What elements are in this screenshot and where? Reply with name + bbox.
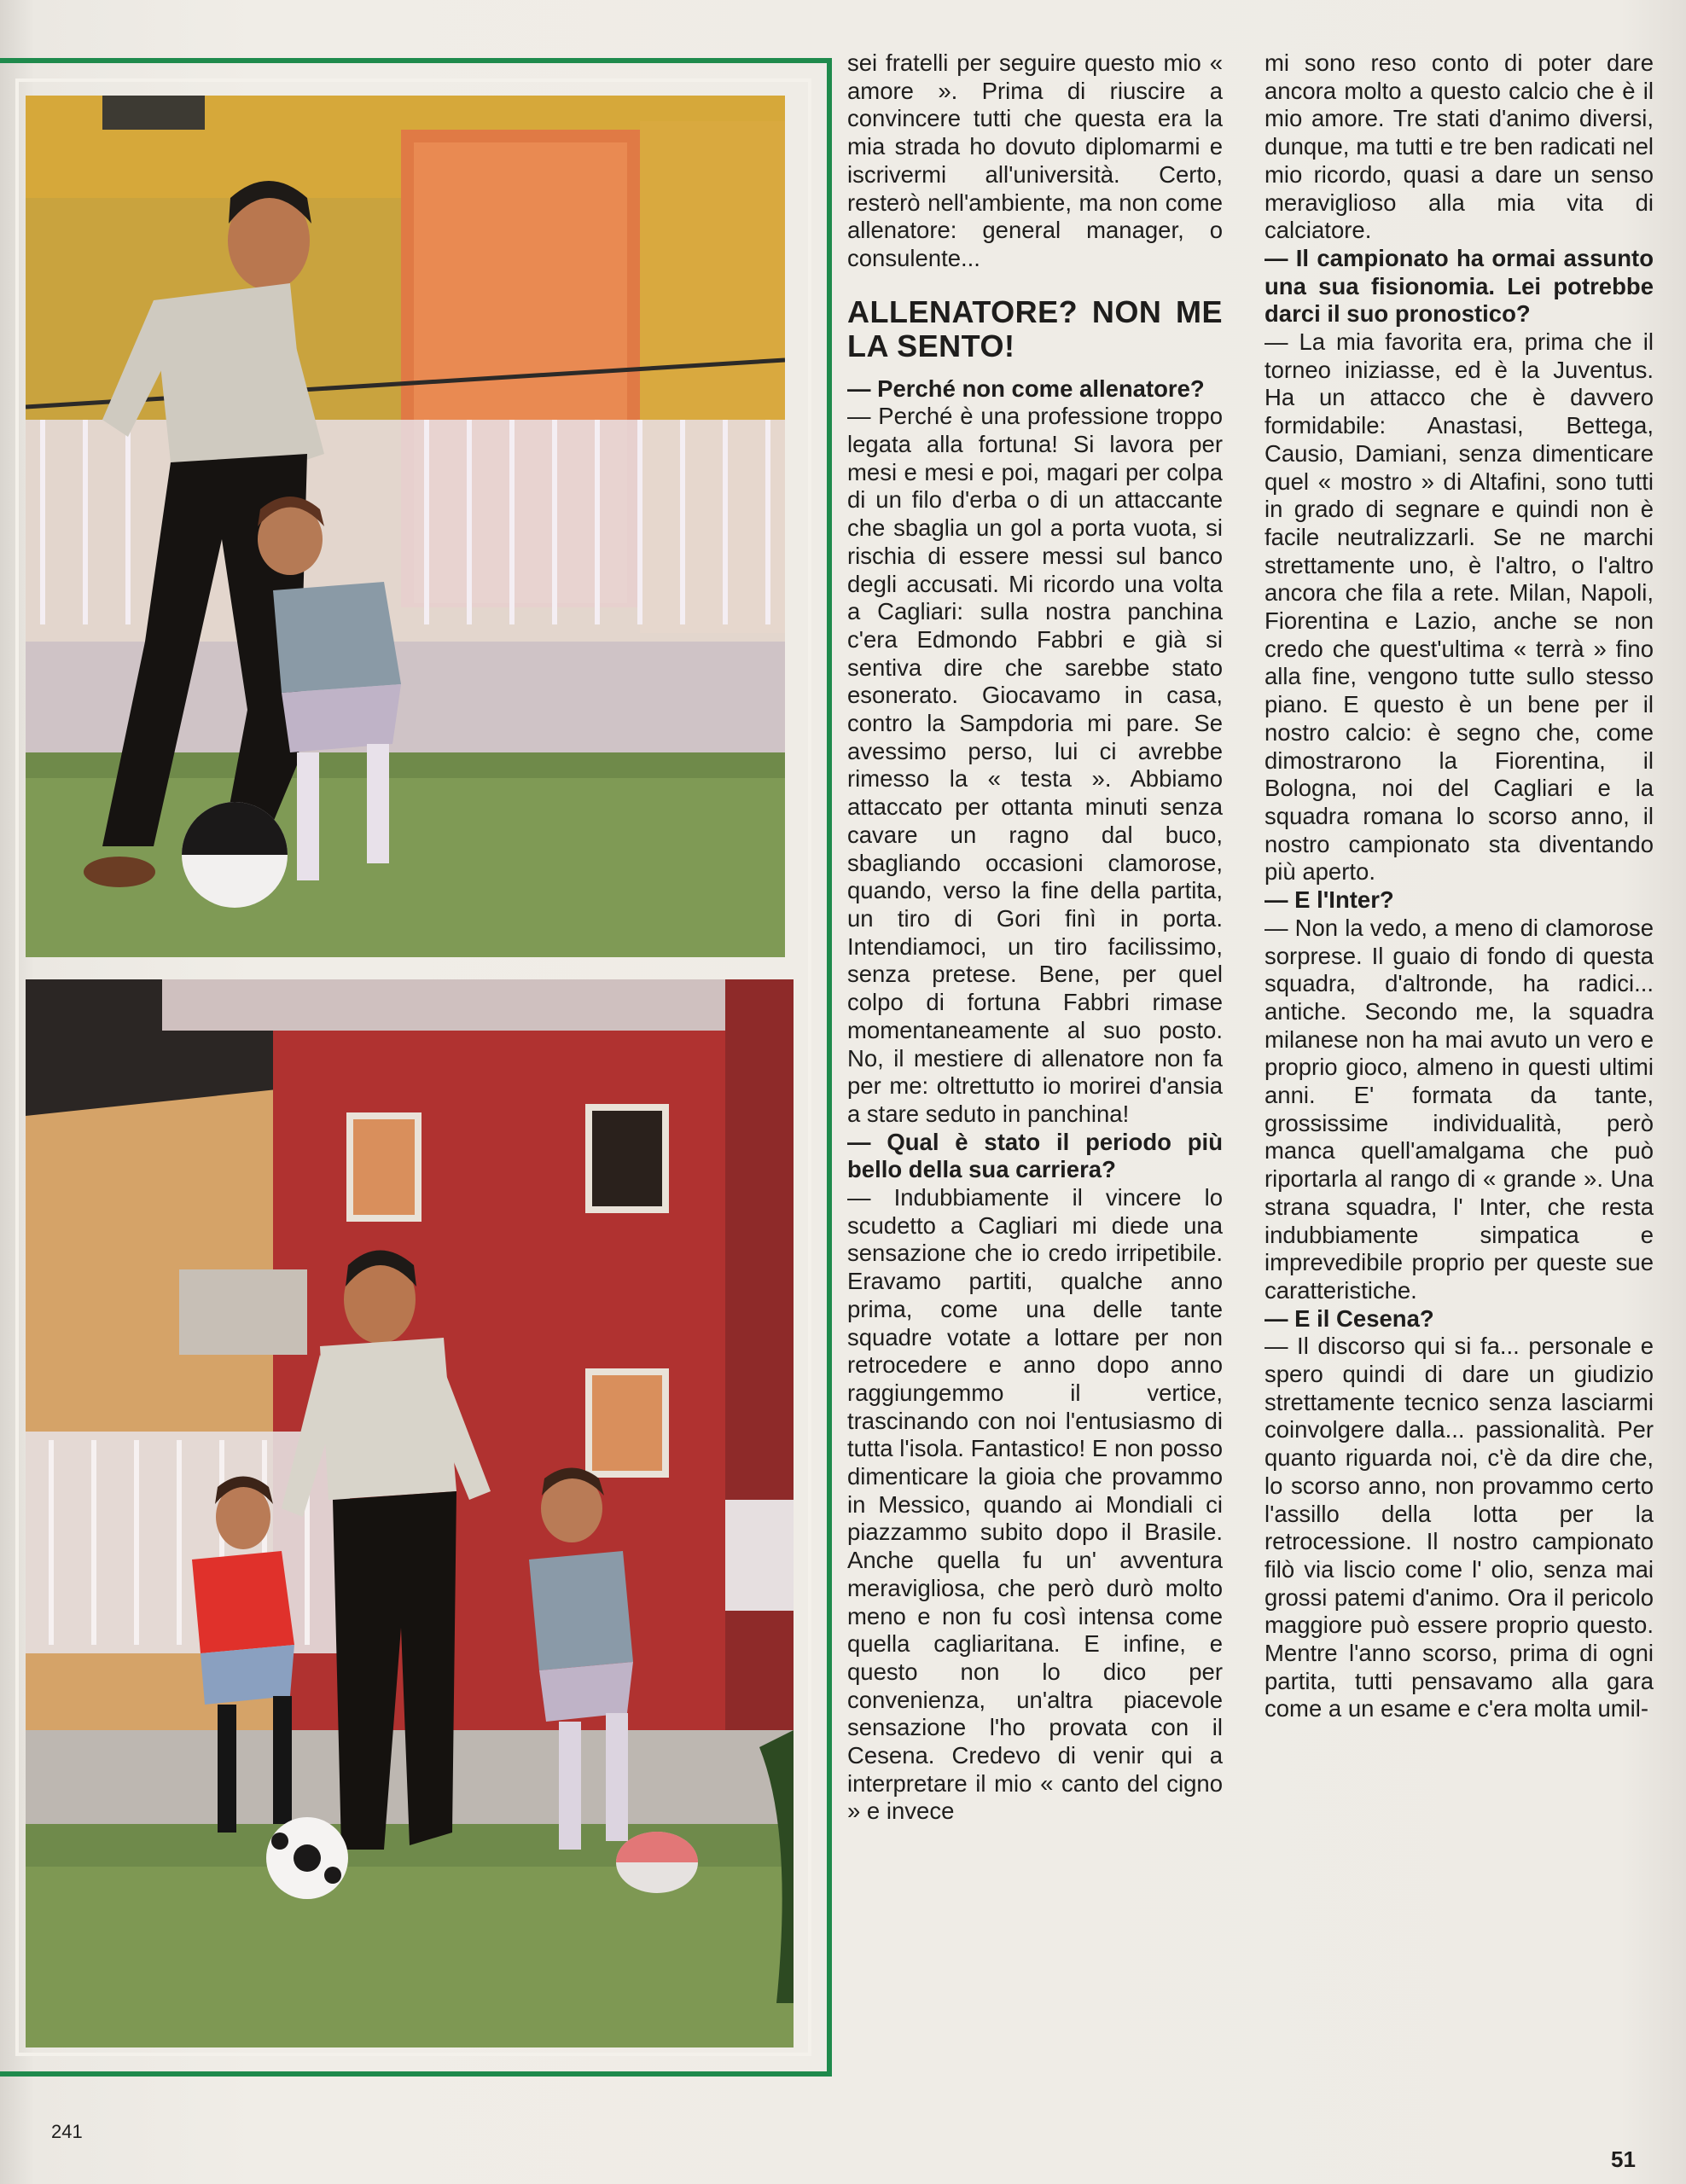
paragraph: sei fratelli per seguire questo mio « amore ». Prima di riuscire a convincere tutti che questa era la mia strada ho dovuto diplomarmi e iscrivermi all'università. Certo, resterò nell'ambiente, ma non come allenatore: general manager, o consulente... <box>847 49 1223 271</box>
interview-question: — Qual è stato il periodo più bello della sua carriera? <box>847 1128 1223 1183</box>
page-number: 51 <box>1611 2146 1636 2172</box>
photo-man-with-child-playing-football <box>26 96 785 957</box>
interview-question: — E il Cesena? <box>1264 1304 1434 1332</box>
paragraph: — Non la vedo, a meno di clamorose sorprese. Il guaio di fondo di questa squadra, d'altronde, ha radici... antiche. Secondo me, la squadra milanese non ha mai avuto un vero e proprio gioco, almeno in questi ultimi anni. E' formata da tante, grossissime individualità, però manca quell'amalgama che può riportarla al rango di « grande ». Una strana squadra, l' Inter, che resta indubbiamente simpatica e imprevedibile proprio per queste sue caratteristiche. <box>1264 914 1654 1304</box>
interview-question: — E l'Inter? <box>1264 886 1394 914</box>
paragraph: — Indubbiamente il vincere lo scudetto a Cagliari mi diede una sensazione che io credo irripetibile. Eravamo partiti, qualche anno prima, come una delle tante squadre votate a lottare per non retrocedere e anno dopo anno raggiungemmo il vertice, trascinando con noi l'entusiasmo di tutta l'isola. Fantastico! E non posso dimenticare la gioia che provammo in Messico, quando ai Mondiali ci piazzammo subito dopo il Brasile. Anche quella fu un' avventura meravigliosa, che però durò molto meno e non fu così intensa come quella cagliaritana. E infine, e questo non lo dico per convenienza, un'altra piacevole sensazione l'ho provata con il Cesena. Credevo di venir qui a interpretare il mio « canto del cigno » e invece <box>847 1184 1223 1825</box>
photo-man-with-two-children <box>26 979 794 2048</box>
paragraph: — La mia favorita era, prima che il torneo iniziasse, ed è la Juventus. Ha un attacco che è davvero formidabile: Anastasi, Bettega, Causio, Damiani, senza dimenticare quel « mostro » di Altafini, sono tutti in grado di segnare e quindi non è facile neutralizzarli. Se ne marchi strettamente uno, è l'altro, o l'altro ancora che fila a rete. Milan, Napoli, Fiorentina e Lazio, anche se non credo che quest'ultima « terrà » fino alla fine, vengono tutte sullo stesso piano. E questo è un bene per il nostro calcio: è segno che, come dimostrarono la Fiorentina, il Bologna, noi del Cagliari e la squadra romana lo scorso anno, il nostro campionato sta diventando più aperto. <box>1264 328 1654 886</box>
paragraph: mi sono reso conto di poter dare ancora molto a questo calcio che è il mio amore. Tre stati d'animo diversi, dunque, ma tutti e tre ben radicati nel mio ricordo, quasi a dare un senso meraviglioso alla mia vita di calciatore. <box>1264 49 1654 244</box>
interview-question: — Perché non come allenatore? <box>847 375 1205 402</box>
text-column-middle <box>847 49 1223 1826</box>
paragraph: — Il discorso qui si fa... personale e spero quindi di dare un giudizio strettamente tecnico senza lasciarmi coinvolgere dalla... passionalità. Per quanto riguarda noi, c'è da dire che, lo scorso anno, non provammo certo l'assillo della lotta per la retrocessione. Il nostro campionato filò via liscio come l' olio, senza mai grossi patemi d'animo. Ora il pericolo maggiore può essere proprio questo. Mentre l'anno scorso, prima di ogni partita, tutti pensavamo alla gara come a un esame e c'era molta umil- <box>1264 1333 1654 1722</box>
paragraph: — Perché è una professione troppo legata alla fortuna! Si lavora per mesi e mesi e poi, magari per colpa di un filo d'erba o di un attaccante che sbaglia un gol a porta vuota, si rischia di essere messi sul banco degli accusati. Mi ricordo una volta a Cagliari: sulla nostra panchina c'era Edmondo Fabbri e già si sentiva dire che sarebbe stato esonerato. Giocavamo in casa, contro la Sampdoria mi pare. Se avessimo perso, lui ci avrebbe rimesso la « testa ». Abbiamo attaccato per ottanta minuti senza cavare un ragno dal buco, sbagliando occasioni clamorose, quando, verso la fine della partita, un tiro di Gori finì in porta. Intendiamoci, un tiro facilissimo, senza pretese. Bene, per quel colpo di fortuna Fabbri rimase momentaneamente al suo posto. No, il mestiere di allenatore non fa per me: oltrettutto io morirei d'ansia a stare seduto in panchina! <box>847 403 1223 1127</box>
folio-left: 241 <box>51 2121 83 2142</box>
section-heading: ALLENATORE? NON ME LA SENTO! <box>847 293 1223 363</box>
text-column-right <box>1264 49 1654 1723</box>
interview-question: — Il campionato ha ormai assunto una sua fisionomia. Lei potrebbe darci il suo pronostico? <box>1264 244 1654 328</box>
